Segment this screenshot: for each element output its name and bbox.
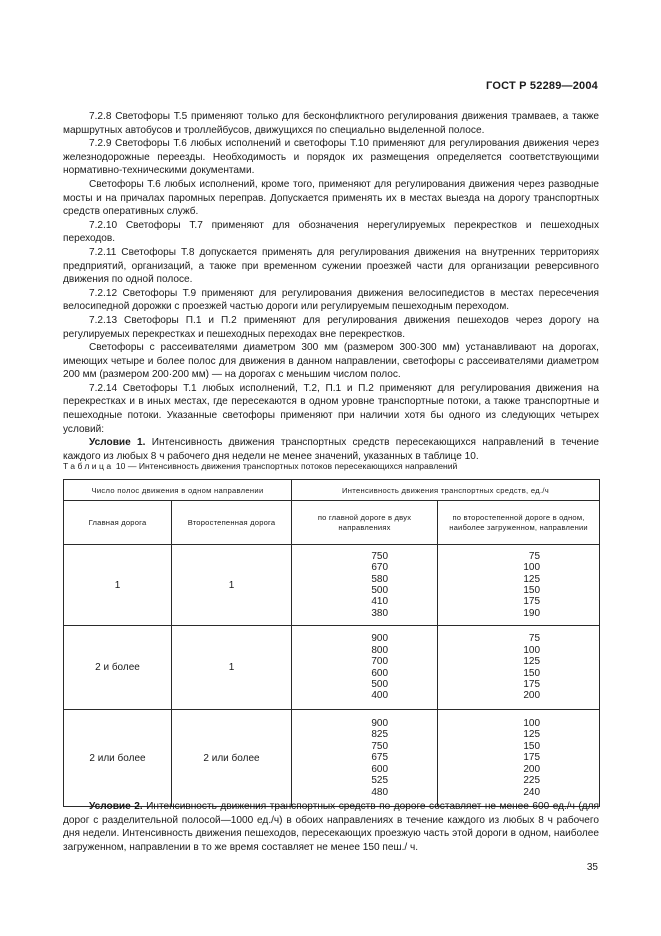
table-caption-text: 10 — Интенсивность движения транспортных потоков пересекающихся направлений: [113, 461, 458, 471]
table-cell-value: 825: [371, 729, 389, 741]
table-row: [64, 710, 600, 807]
table-caption: [63, 460, 603, 472]
table-cell-value: 525: [371, 775, 389, 787]
table-cell-value: 600: [371, 667, 389, 679]
table-cell-value: 670: [371, 562, 389, 574]
paragraph-7-2-9: 7.2.9 Светофоры Т.6 любых исполнений и светофоры Т.10 применяют для регулирования движения через железнодорожные переезды. Необходимость и порядок их размещения определяется соответствующими нормативно-техническими документами.: [63, 138, 599, 177]
row-3-secondary-values: [438, 710, 600, 807]
table-cell-value: 480: [371, 786, 389, 798]
table-cell-value: 150: [523, 667, 541, 679]
body-text: [63, 110, 599, 463]
table-cell-value: 75: [528, 550, 541, 562]
condition-2: [63, 800, 599, 854]
condition-2-text: Интенсивность движения транспортных средств по дороге составляет не менее 600 ед./ч (для дорог с разделительной полосой—1000 ед./ч) в обоих направлениях в течение каждого из любых 8 ч рабочего дня недели. Интенсивность движения пешеходов, пересекающих проезжую часть этой дороги в одном, наиболее загруженном, направлении в то же время составляет не менее 150 пеш./ ч.: [63, 801, 599, 853]
table-cell-value: 75: [528, 633, 541, 645]
table-cell-value: 150: [523, 585, 541, 596]
paragraph-t6-bridges: Светофоры Т.6 любых исполнений, кроме того, применяют для регулирования движения через разводные мосты и на причалах паромных переправ. Допускается применять их в местах выезда на дорогу транспортных средств оперативных служб.: [63, 178, 599, 218]
paragraph-7-2-11: 7.2.11 Светофоры Т.8 допускается применять для регулирования движения на внутренних территориях предприятий, организаций, а также при временном сужении проезжей части для организации реверсивного движения по одной полосе.: [63, 246, 599, 286]
table-cell-value: 600: [371, 763, 389, 775]
header-main-both-directions: по главной дороге в двух направлениях: [292, 501, 438, 545]
paragraph-7-2-13: 7.2.13 Светофоры П.1 и П.2 применяют для регулирования движения пешеходов через дорогу на регулируемых перекрестках и пешеходных переходах вне перекрестков.: [63, 314, 599, 340]
table-cell-value: 125: [523, 656, 541, 668]
table-cell-value: 125: [523, 729, 541, 741]
header-intensity: Интенсивность движения транспортных средств, ед./ч: [292, 480, 600, 501]
row-1-main-lanes: 1: [64, 545, 172, 626]
paragraph-7-2-14: 7.2.14 Светофоры Т.1 любых исполнений, Т.2, П.1 и П.2 применяют для регулирования движения на перекрестках и в иных местах, где пересекаются в одном уровне транспортные потоки, а также транспортные и пешеходные потоки. Указанные светофоры применяют при наличии хотя бы одного из следующих четырех условий:: [63, 382, 599, 435]
paragraph-7-2-10: 7.2.10 Светофоры Т.7 применяют для обозначения нерегулируемых перекрестков и пешеходных переходов.: [63, 219, 599, 245]
table-cell-value: 410: [371, 596, 389, 608]
table-row: [64, 626, 600, 710]
table-cell-value: 125: [523, 573, 541, 585]
table-cell-value: 500: [371, 678, 389, 690]
row-3-secondary-lanes: 2 или более: [172, 710, 292, 807]
table-cell-value: 175: [523, 678, 541, 690]
table-cell-value: 800: [371, 644, 389, 656]
table-cell-value: 200: [523, 763, 541, 775]
table-cell-value: 900: [371, 633, 389, 645]
row-2-main-lanes: 2 и более: [64, 626, 172, 710]
table-cell-value: 750: [371, 550, 389, 562]
paragraph-7-2-12: 7.2.12 Светофоры Т.9 применяют для регулирования движения велосипедистов в местах пересечения велосипедной дорожки с проезжей частью дороги или регулируемым пешеходным переходом.: [63, 287, 599, 313]
table-cell-value: 100: [523, 718, 541, 730]
table-cell-value: 240: [523, 786, 541, 798]
header-secondary-road: Второстепенная дорога: [172, 501, 292, 545]
intensity-table: [63, 479, 600, 807]
table-cell-value: 400: [371, 690, 389, 702]
condition-1-text: Интенсивность движения транспортных средств пересекающихся направлений в течение каждого из любых 8 ч рабочего дня недели не менее значений, указанных в таблице 10.: [63, 437, 599, 462]
header-secondary-busiest: по второстепенной дороге в одном, наиболее загруженном, направлении: [438, 501, 600, 545]
row-2-secondary-lanes: 1: [172, 626, 292, 710]
page-number: 35: [586, 862, 598, 873]
table-cell-value: 900: [371, 718, 389, 730]
after-table-text: [63, 800, 599, 854]
table-cell-value: 175: [523, 596, 541, 608]
row-2-secondary-values: [438, 626, 600, 710]
row-3-main-lanes: 2 или более: [64, 710, 172, 807]
table-cell-value: 190: [523, 607, 541, 619]
header-main-road: Главная дорога: [64, 501, 172, 545]
row-1-secondary-lanes: 1: [172, 545, 292, 626]
table-cell-value: 100: [523, 562, 541, 574]
paragraph-7-2-8: 7.2.8 Светофоры Т.5 применяют только для бесконфликтного регулирования движения трамваев, а также маршрутных автобусов и троллейбусов, движущихся по специально выделенной полосе.: [63, 111, 599, 136]
row-1-secondary-values: [438, 545, 600, 626]
header-lanes: Число полос движения в одном направлении: [64, 480, 292, 501]
table-cell-value: 580: [371, 573, 389, 585]
table-cell-value: 100: [523, 644, 541, 656]
table-row: [64, 545, 600, 626]
table-cell-value: 150: [523, 740, 541, 752]
paragraph-lens-diameter: Светофоры с рассеивателями диаметром 300 мм (размером 300·300 мм) устанавливают на дорогах, имеющих четыре и более полос для движения в данном направлении, светофоры с рассеивателями диаметром 200 мм (размером 200·200 мм) — на дорогах с меньшим числом полос.: [63, 342, 599, 381]
table-cell-value: 175: [523, 752, 541, 764]
condition-2-label: Условие 2.: [89, 801, 143, 812]
row-1-main-values: [292, 545, 438, 626]
table-cell-value: 700: [371, 656, 389, 668]
table-cell-value: 225: [523, 775, 541, 787]
table-caption-prefix: Таблица: [63, 461, 114, 471]
standard-code: ГОСТ Р 52289—2004: [486, 80, 598, 92]
table-cell-value: 200: [523, 690, 541, 702]
row-2-main-values: [292, 626, 438, 710]
table-cell-value: 500: [371, 585, 389, 596]
table-cell-value: 380: [371, 607, 389, 619]
condition-1-label: Условие 1.: [89, 437, 146, 449]
table-cell-value: 750: [371, 740, 389, 752]
table-cell-value: 675: [371, 752, 389, 764]
row-3-main-values: [292, 710, 438, 807]
